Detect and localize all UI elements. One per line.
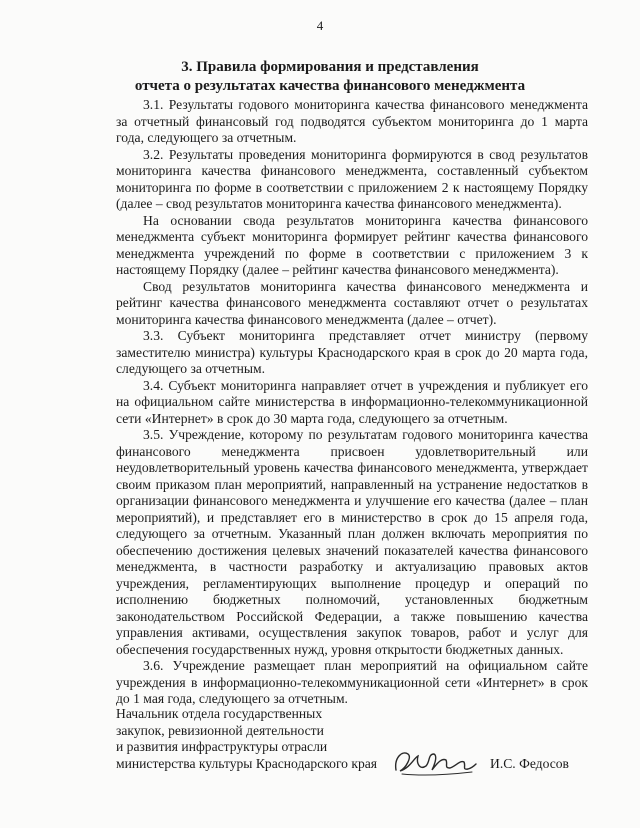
- paragraph-3-4: 3.4. Субъект мониторинга направляет отчет в учреждения и публикует его на официальном сайте министерства в информационно-телекоммуникационной сети «Интернет» в срок до 30 марта года, следующего за отчетным.: [116, 377, 588, 426]
- signatory-position-line: Начальник отдела государственных: [116, 706, 323, 721]
- signatory-position-line: и развития инфраструктуры отрасли: [116, 739, 328, 754]
- paragraph-3-1: 3.1. Результаты годового мониторинга качества финансового менеджмента за отчетный финансовый год подводятся субъектом мониторинга до 1 марта года, следующего за отчетным.: [116, 97, 588, 145]
- section-heading-line-2: отчета о результатах качества финансового менеджмента: [134, 78, 526, 94]
- page-number: 4: [316, 18, 324, 33]
- signatory-position-line: министерства культуры Краснодарского края: [116, 755, 378, 771]
- paragraph-3-2: 3.2. Результаты проведения мониторинга формируются в свод результатов мониторинга качества финансового менеджмента, составленный субъектом мониторинга по форме в соответствии с приложением 2 к настоящему Порядку (далее – свод результатов мониторинга качества финансового менеджмента).: [116, 146, 588, 211]
- section-heading: [60, 58, 600, 96]
- paragraph-3-5: 3.5. Учреждение, которому по результатам годового мониторинга качества финансового менеджмента присвоен удовлетворительный или неудовлетворительный уровень качества финансового менеджмента, утверждает своим приказом план мероприятий, направленный на устранение недостатков в организации финансового менеджмента и улучшение его качества (далее – план мероприятий), и представляет его в министерство в срок до 15 апреля года, следующего за отчетным. Указанный план должен включать мероприятия по обеспечению достижения целевых значений показателей качества финансового менеджмента, в частности разработку и актуализацию правовых актов учреждения, регламентирующих выполнение процедур и операций по исполнению бюджетных полномочий, установленных бюджетным законодательством Российской Федерации, а также повышению качества управления активами, осуществления закупок товаров, работ и услуг для обеспечения государственных нужд, уровня открытости бюджетных данных.: [116, 427, 588, 657]
- paragraph-3-3: 3.3. Субъект мониторинга представляет отчет министру (первому заместителю министра) культуры Краснодарского края в срок до 20 марта года, следующего за отчетным.: [116, 328, 588, 376]
- signatory-position-line: закупок, ревизионной деятельности: [116, 722, 324, 738]
- paragraph-rating: На основании свода результатов мониторинга качества финансового менеджмента субъект мониторинга формирует рейтинг качества финансового менеджмента учреждений по форме в соответствии с приложением 3 к настоящему Порядку (далее – рейтинг качества финансового менеджмента).: [116, 212, 588, 277]
- paragraph-report: Свод результатов мониторинга качества финансового менеджмента и рейтинг качества финансового менеджмента составляют отчет о результатах мониторинга качества финансового менеджмента (далее – отчет).: [116, 278, 588, 327]
- signatory-name: И.С. Федосов: [490, 756, 569, 771]
- body-text: [116, 97, 588, 708]
- signature-block: [116, 706, 586, 786]
- signatory-position: [116, 706, 396, 772]
- section-heading-line-1: 3. Правила формирования и представления: [181, 59, 479, 75]
- handwritten-signature: [388, 744, 478, 780]
- paragraph-3-6: 3.6. Учреждение размещает план мероприятий на официальном сайте учреждения в информационно-телекоммуникационной сети «Интернет» в срок до 1 мая года, следующего за отчетным.: [116, 658, 588, 706]
